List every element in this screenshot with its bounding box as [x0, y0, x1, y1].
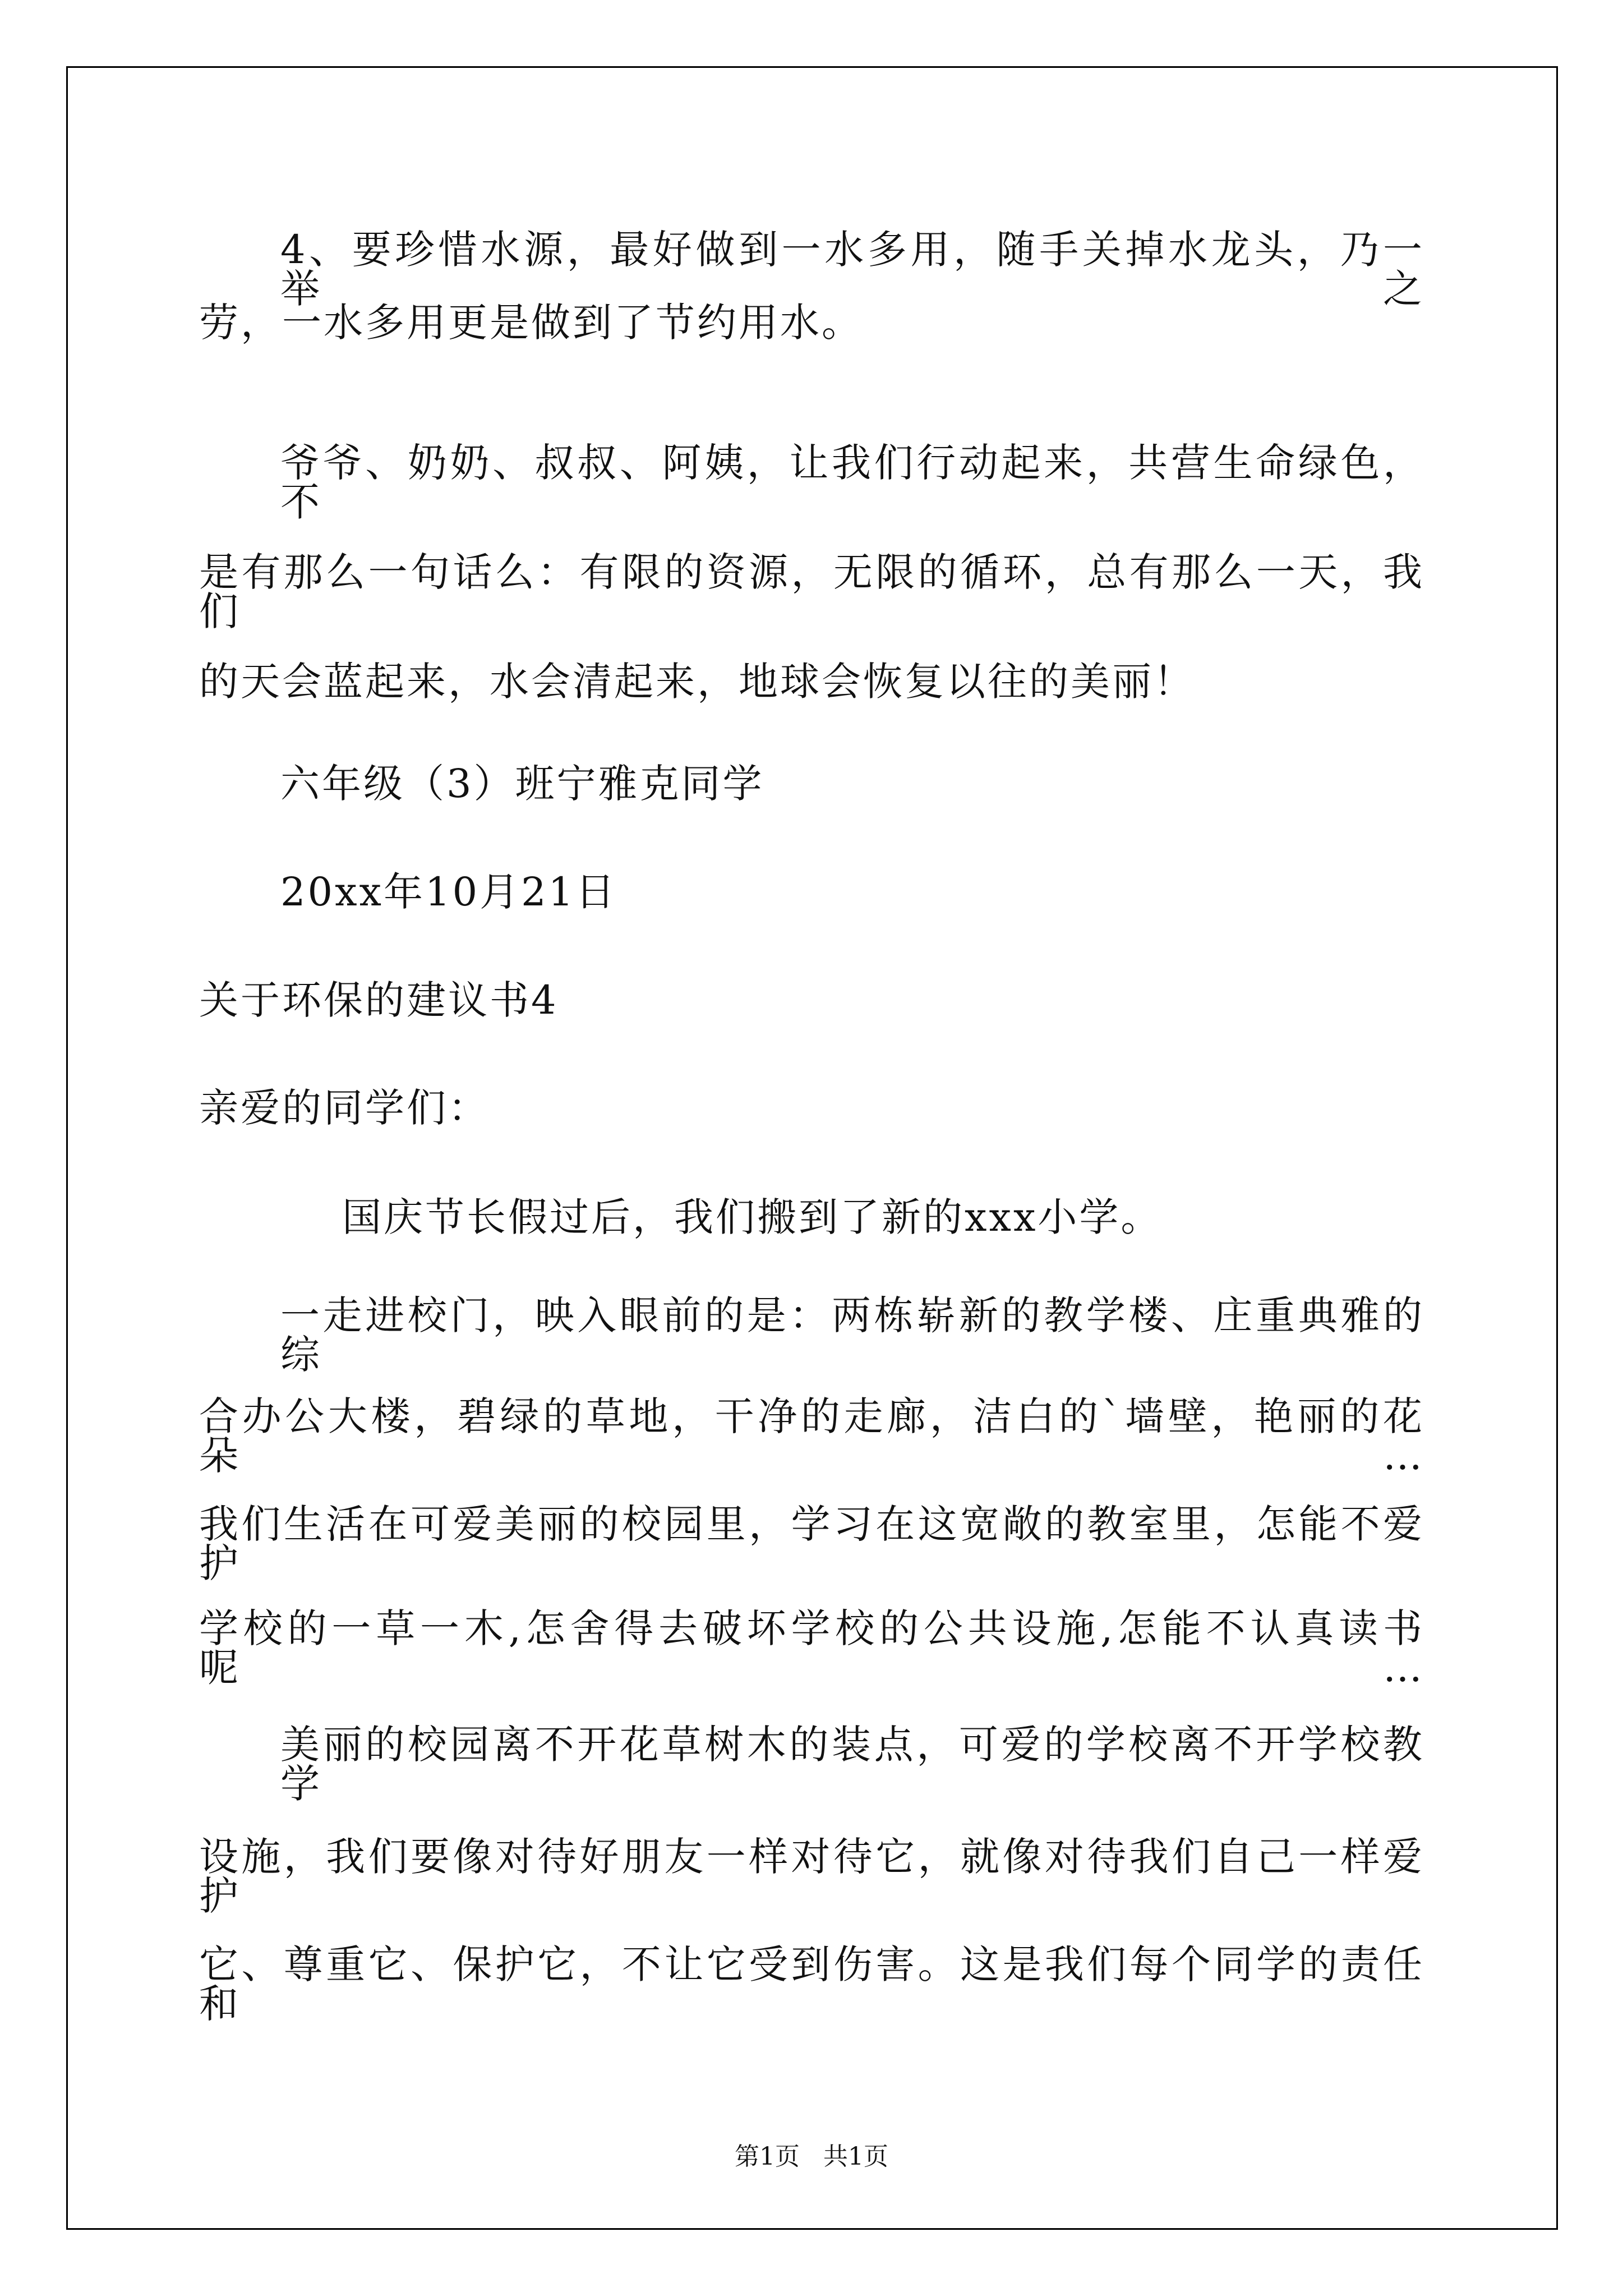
- paragraph-line: 爷爷、奶奶、叔叔、阿姨，让我们行动起来，共营生命绿色，不: [280, 440, 1424, 525]
- section-title: 关于环保的建议书4: [199, 977, 559, 1023]
- date-line: 20xx年10月21日: [280, 869, 617, 915]
- signature-line: 六年级（3）班宁雅克同学: [280, 761, 764, 807]
- paragraph-line: 劳，一水多用更是做到了节约用水。: [199, 300, 863, 346]
- paragraph-line: 合办公大楼，碧绿的草地，干净的走廊，洁白的`墙壁，艳丽的花朵…: [199, 1393, 1424, 1479]
- paragraph-line: 学校的一草一木,怎舍得去破坏学校的公共设施,怎能不认真读书呢…: [199, 1605, 1424, 1691]
- paragraph-line: 一走进校门，映入眼前的是：两栋崭新的教学楼、庄重典雅的综: [280, 1292, 1424, 1378]
- salutation: 亲爱的同学们：: [199, 1085, 490, 1131]
- paragraph-line: 我们生活在可爱美丽的校园里，学习在这宽敞的教室里，怎能不爱护: [199, 1501, 1424, 1586]
- paragraph-line: 是有那么一句话么：有限的资源，无限的循环，总有那么一天，我们: [199, 549, 1424, 634]
- paragraph-line: 4、要珍惜水源，最好做到一水多用，随手关掉水龙头，乃一举之: [280, 227, 1424, 312]
- paragraph-line: 设施，我们要像对待好朋友一样对待它，就像对待我们自己一样爱护: [199, 1834, 1424, 1919]
- paragraph-line: 国庆节长假过后，我们搬到了新的xxx小学。: [342, 1194, 1163, 1240]
- paragraph-line: 的天会蓝起来，水会清起来，地球会恢复以往的美丽！: [199, 659, 1195, 705]
- paragraph-line: 它、尊重它、保护它，不让它受到伤害。这是我们每个同学的责任和: [199, 1941, 1424, 2027]
- paragraph-line: 美丽的校园离不开花草树木的装点，可爱的学校离不开学校教学: [280, 1722, 1424, 1807]
- page-footer: 第1页 共1页: [735, 2142, 888, 2171]
